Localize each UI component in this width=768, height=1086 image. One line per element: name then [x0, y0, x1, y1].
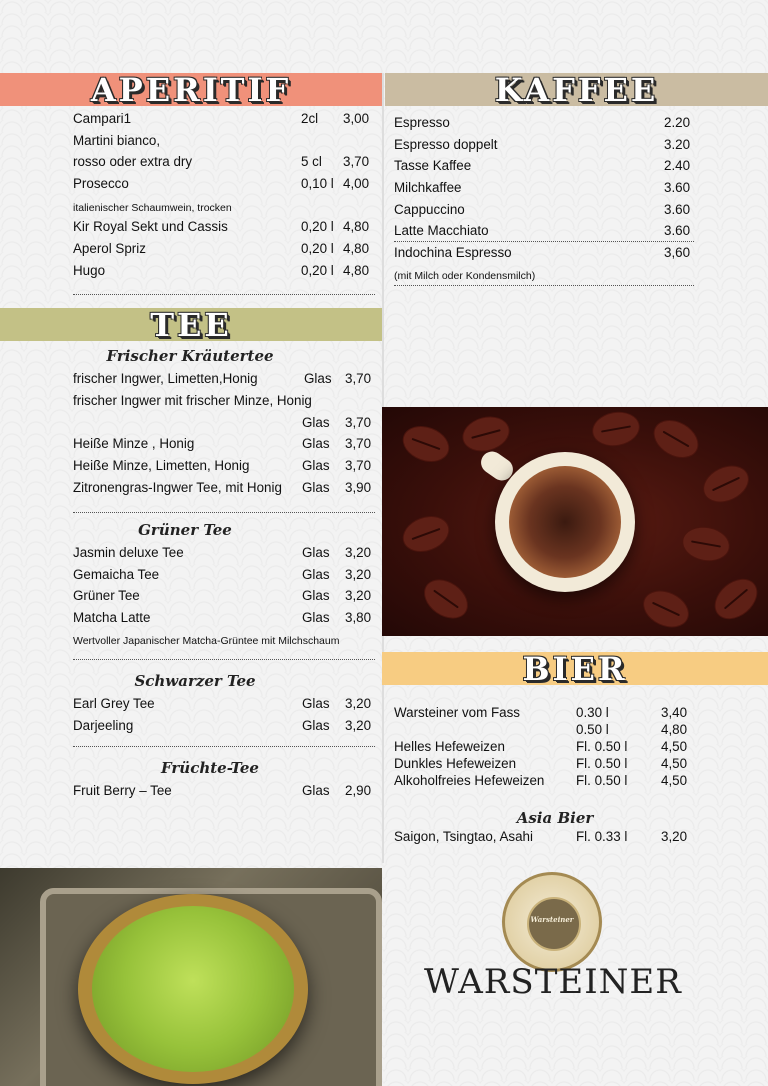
bier-banner: [382, 649, 768, 688]
tee-title: TEE: [150, 305, 232, 344]
item-price: 2.20: [664, 115, 691, 130]
item-price: 3,70: [343, 154, 370, 169]
brand-wordmark: WARSTEINER: [424, 962, 682, 1002]
item-name: Espresso doppelt: [394, 137, 498, 152]
item-price: 4,50: [661, 739, 688, 754]
item-price: 3.60: [664, 223, 691, 238]
item-name: Alkoholfreies Hefeweizen: [394, 773, 545, 788]
item-name: Dunkles Hefeweizen: [394, 756, 517, 771]
item-price: 3.60: [664, 180, 691, 195]
item-price: 3,90: [345, 480, 372, 495]
item-name: Matcha Latte: [73, 610, 151, 625]
item-name: Grüner Tee: [73, 588, 140, 603]
coffee-cup-photo: [382, 407, 768, 636]
item-price: 3,70: [345, 458, 372, 473]
item-name: Zitronengras-Ingwer Tee, mit Honig: [73, 480, 282, 495]
item-name: Latte Macchiato: [394, 223, 489, 238]
kraeutertee-heading: Frischer Kräutertee: [106, 347, 274, 365]
item-size: Glas: [302, 415, 330, 430]
item-price: 3,20: [345, 696, 372, 711]
item-price: 4,00: [343, 176, 370, 191]
item-price: 3.20: [664, 137, 691, 152]
item-price: 4,50: [661, 773, 688, 788]
item-name: Campari1: [73, 111, 132, 126]
coffee-bean-icon: [458, 411, 513, 456]
tea-bowl-icon: [78, 894, 308, 1084]
coffee-bean-icon: [637, 583, 695, 634]
item-size: 0.50 l: [576, 722, 609, 737]
item-name: Warsteiner vom Fass: [394, 705, 520, 720]
item-name: Aperol Spriz: [73, 241, 146, 256]
item-price: 3,70: [345, 415, 372, 430]
dotted-divider: [73, 512, 375, 513]
item-size: 0,10 l: [301, 176, 334, 191]
note-text: (mit Milch oder Kondensmilch): [394, 270, 536, 282]
coffee-bean-icon: [398, 420, 455, 468]
warsteiner-logo: [502, 872, 602, 972]
item-size: Fl. 0.50 l: [576, 773, 628, 788]
schwarzer-tee-heading: Schwarzer Tee: [134, 672, 256, 690]
item-size: Glas: [302, 718, 330, 733]
item-size: Glas: [302, 545, 330, 560]
item-name: Martini bianco,: [73, 133, 161, 148]
item-name: Gemaicha Tee: [73, 567, 160, 582]
coffee-bean-icon: [417, 571, 476, 626]
dotted-divider: [394, 285, 694, 286]
item-price: 3,20: [345, 567, 372, 582]
item-price: 4,80: [343, 263, 370, 278]
coffee-bean-icon: [679, 523, 732, 565]
logo-text: Warsteiner: [530, 915, 574, 924]
item-price: 4,50: [661, 756, 688, 771]
item-name: frischer Ingwer mit frischer Minze, Honig: [73, 393, 312, 408]
item-name: Prosecco: [73, 176, 129, 191]
coffee-bean-icon: [707, 571, 766, 628]
coffee-bean-icon: [398, 510, 455, 558]
item-name: Darjeeling: [73, 718, 134, 733]
coffee-bean-icon: [697, 458, 755, 509]
dotted-divider: [73, 746, 375, 747]
item-name: rosso oder extra dry: [73, 154, 193, 169]
item-name: frischer Ingwer, Limetten,Honig: [73, 371, 258, 386]
item-name: Fruit Berry – Tee: [73, 783, 172, 798]
item-name: Heiße Minze, Limetten, Honig: [73, 458, 250, 473]
item-price: 3,00: [343, 111, 370, 126]
logo-emblem: [527, 897, 581, 951]
item-size: 0.30 l: [576, 705, 609, 720]
item-size: 0,20 l: [301, 219, 334, 234]
item-size: Glas: [302, 436, 330, 451]
kaffee-title: KAFFEE: [494, 70, 659, 109]
dotted-divider: [73, 294, 375, 295]
item-name: Tasse Kaffee: [394, 158, 472, 173]
matcha-foam: [92, 906, 294, 1072]
dotted-divider: [394, 241, 694, 242]
kaffee-banner: [385, 70, 768, 109]
item-size: 5 cl: [301, 154, 322, 169]
item-size: Glas: [302, 458, 330, 473]
item-size: Glas: [302, 480, 330, 495]
item-name: Espresso: [394, 115, 450, 130]
item-price: 3,20: [345, 545, 372, 560]
item-size: Glas: [302, 588, 330, 603]
item-name: Helles Hefeweizen: [394, 739, 505, 754]
item-size: 0,20 l: [301, 263, 334, 278]
bier-title: BIER: [522, 649, 628, 688]
item-price: 4,80: [343, 241, 370, 256]
item-price: 3,20: [345, 588, 372, 603]
item-size: Glas: [302, 783, 330, 798]
item-name: Saigon, Tsingtao, Asahi: [394, 829, 533, 844]
item-price: 3,40: [661, 705, 688, 720]
item-price: 2,90: [345, 783, 372, 798]
tee-banner: [0, 305, 382, 344]
item-price: 3,20: [661, 829, 688, 844]
item-price: 3,80: [345, 610, 372, 625]
coffee-bean-icon: [647, 412, 706, 465]
item-size: Glas: [302, 696, 330, 711]
coffee-crema: [509, 466, 621, 578]
item-name: Jasmin deluxe Tee: [73, 545, 184, 560]
item-size: Glas: [302, 567, 330, 582]
item-name: Cappuccino: [394, 202, 465, 217]
fruechte-tee-heading: Früchte-Tee: [161, 759, 259, 777]
item-name: Heiße Minze , Honig: [73, 436, 195, 451]
aperitif-title: APERITIF: [90, 70, 292, 109]
item-size: Fl. 0.50 l: [576, 756, 628, 771]
item-size: Fl. 0.50 l: [576, 739, 628, 754]
asia-bier-heading: Asia Bier: [516, 809, 594, 827]
item-size: Glas: [304, 371, 332, 386]
item-size: 0,20 l: [301, 241, 334, 256]
item-size: Glas: [302, 610, 330, 625]
coffee-bean-icon: [589, 408, 642, 450]
item-price: 2.40: [664, 158, 691, 173]
gruener-tee-heading: Grüner Tee: [138, 521, 232, 539]
matcha-tea-photo: [0, 868, 382, 1086]
item-price: 3,70: [345, 436, 372, 451]
dotted-divider: [73, 659, 375, 660]
item-name: Kir Royal Sekt und Cassis: [73, 219, 228, 234]
item-price: 3,60: [664, 245, 691, 260]
item-name: Milchkaffee: [394, 180, 462, 195]
item-name: Indochina Espresso: [394, 245, 512, 260]
coffee-cup-icon: [495, 452, 635, 592]
item-price: 3,20: [345, 718, 372, 733]
item-price: 4,80: [661, 722, 688, 737]
item-price: 3.60: [664, 202, 691, 217]
item-price: 3,70: [345, 371, 372, 386]
item-size: Fl. 0.33 l: [576, 829, 628, 844]
item-size: 2cl: [301, 111, 319, 126]
item-name: Hugo: [73, 263, 106, 278]
note-text: Wertvoller Japanischer Matcha-Grüntee mit Milchschaum: [73, 635, 340, 647]
item-price: 4,80: [343, 219, 370, 234]
item-name: Earl Grey Tee: [73, 696, 155, 711]
note-text: italienischer Schaumwein, trocken: [73, 202, 232, 214]
aperitif-banner: [0, 70, 382, 109]
